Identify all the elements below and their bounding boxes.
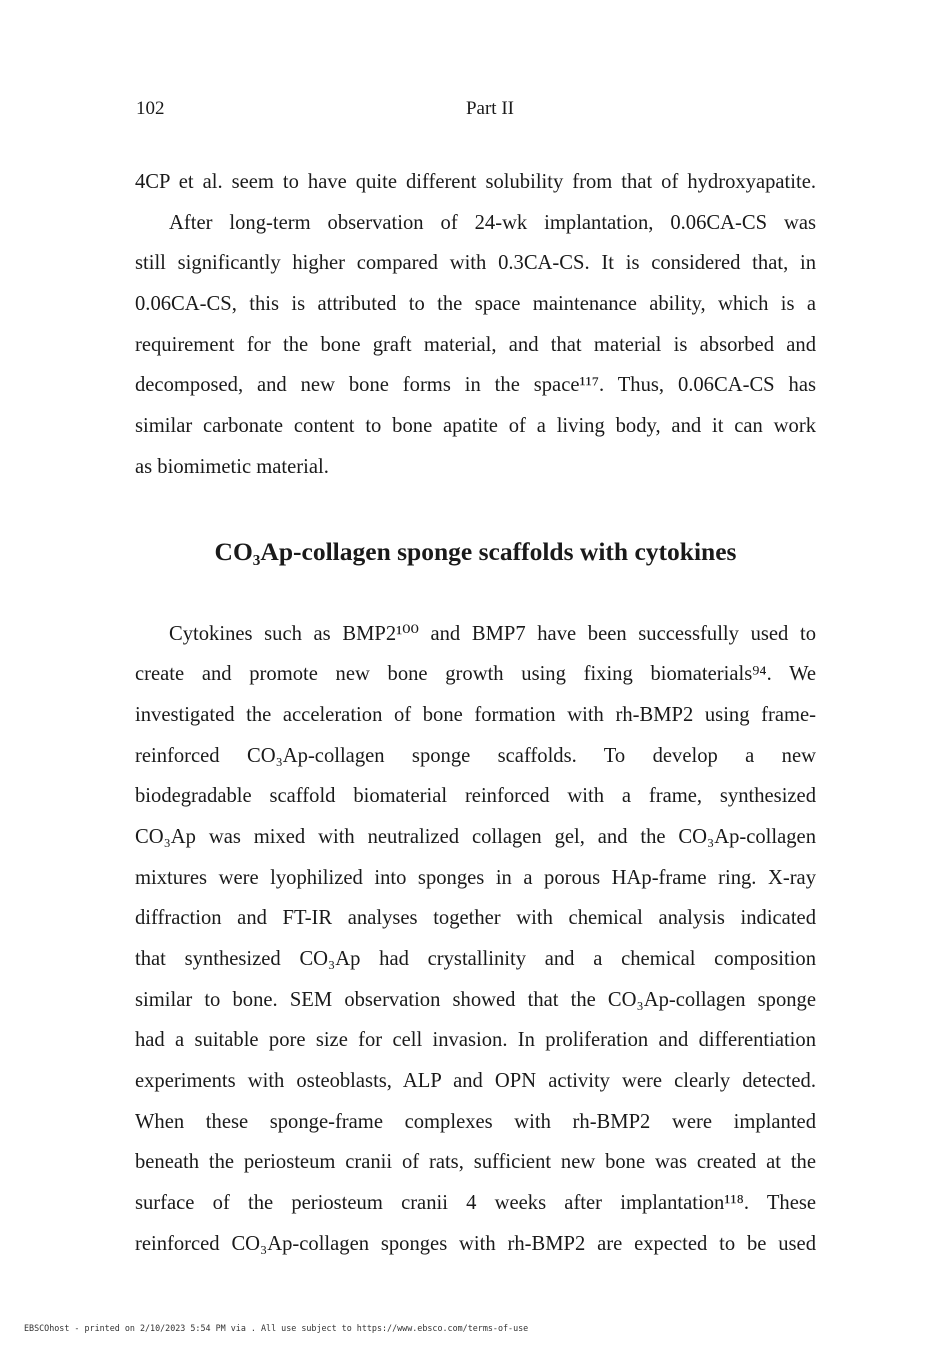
text-line: Cytokines such as BMP2¹⁰⁰ and BMP7 have been successfully used to: [169, 622, 816, 645]
text-line: biodegradable scaffold biomaterial reinforced with a frame, synthesized: [135, 785, 816, 808]
section-heading-block: [135, 488, 816, 614]
text-line: 0.06CA-CS, this is attributed to the space maintenance ability, which is a: [135, 293, 816, 316]
running-title: Part II: [465, 98, 514, 119]
text-line: CO₃Ap was mixed with neutralized collagen gel, and the CO₃Ap-collagen: [135, 825, 816, 848]
page-number: 102: [136, 98, 165, 119]
body-text: [135, 162, 816, 1265]
text-line: similar to bone. SEM observation showed that the CO₃Ap-collagen sponge: [135, 988, 816, 1011]
text-line: beneath the periosteum cranii of rats, sufficient new bone was created at the: [135, 1151, 816, 1174]
text-line: After long-term observation of 24-wk implantation, 0.06CA-CS was: [169, 211, 816, 234]
text-line: as biomimetic material.: [135, 455, 329, 478]
text-line: had a suitable pore size for cell invasion. In proliferation and differentiation: [135, 1029, 816, 1052]
text-line: surface of the periosteum cranii 4 weeks after implantation¹¹⁸. These: [135, 1192, 816, 1215]
text-line: mixtures were lyophilized into sponges in a porous HAp-frame ring. X-ray: [135, 866, 816, 889]
text-line: reinforced CO₃Ap-collagen sponges with rh-BMP2 are expected to be used: [135, 1232, 816, 1255]
text-line: similar carbonate content to bone apatite of a living body, and it can work: [135, 415, 816, 438]
text-line: investigated the acceleration of bone formation with rh-BMP2 using frame-: [135, 703, 816, 726]
text-line: 4CP et al. seem to have quite different solubility from that of hydroxyapatite.: [135, 171, 816, 193]
text-line: experiments with osteoblasts, ALP and OPN activity were clearly detected.: [135, 1070, 816, 1093]
section-heading: CO₃Ap-collagen sponge scaffolds with cytokines: [214, 536, 737, 566]
text-line: still significantly higher compared with 0.3CA-CS. It is considered that, in: [135, 252, 816, 275]
ebsco-footer: EBSCOhost - printed on 2/10/2023 5:54 PM via . All use subject to https://www.ebsco.com/terms-of-use: [24, 1323, 529, 1333]
text-line: that synthesized CO₃Ap had crystallinity and a chemical composition: [135, 948, 816, 970]
text-line: reinforced CO₃Ap-collagen sponge scaffolds. To develop a new: [135, 744, 816, 767]
text-line: requirement for the bone graft material, and that material is absorbed and: [135, 333, 816, 356]
text-line: When these sponge-frame complexes with rh-BMP2 were implanted: [135, 1110, 816, 1133]
text-line: decomposed, and new bone forms in the space¹¹⁷. Thus, 0.06CA-CS has: [135, 374, 816, 397]
text-line: create and promote new bone growth using fixing biomaterials⁹⁴. We: [135, 663, 816, 686]
text-line: diffraction and FT-IR analyses together with chemical analysis indicated: [135, 907, 816, 930]
